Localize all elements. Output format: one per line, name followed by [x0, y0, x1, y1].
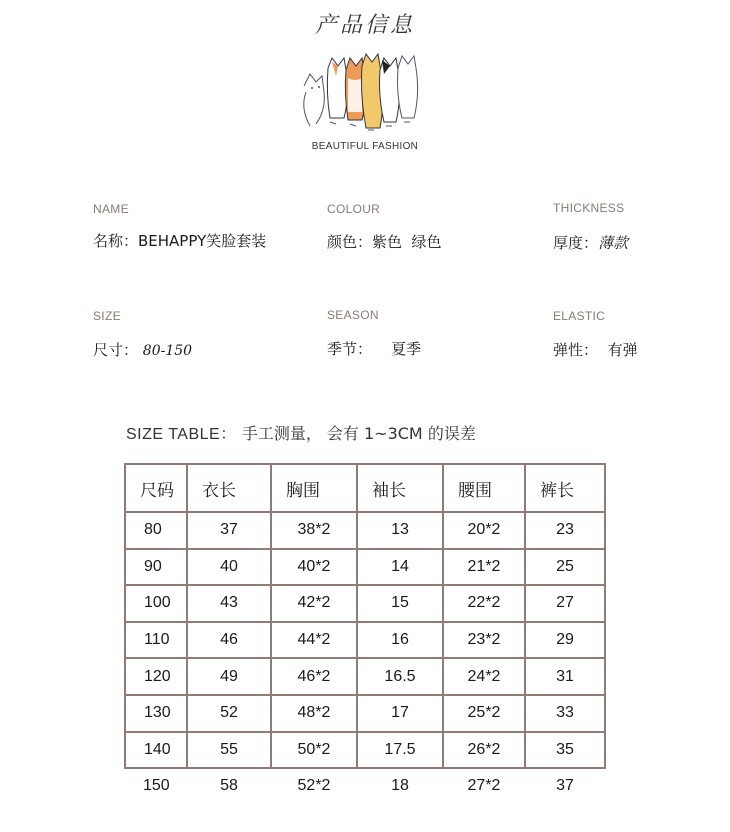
size-range: 80-150 [142, 343, 193, 359]
colour-value: 颜色：紫色 绿色 [327, 233, 442, 251]
cell-pants: 33 [525, 695, 605, 732]
cell-chest: 48*2 [271, 695, 357, 732]
cell-pants: 23 [525, 512, 605, 549]
cell-sleeve: 16 [357, 622, 443, 659]
size-table [124, 463, 606, 803]
cell-sleeve: 14 [357, 549, 443, 586]
cell-pants: 27 [525, 585, 605, 622]
size-key: 尺寸： [93, 341, 139, 359]
cell-length: 49 [187, 658, 271, 695]
cell-sleeve: 18 [391, 777, 409, 795]
cell-pants: 31 [525, 658, 605, 695]
cell-pants: 37 [556, 777, 574, 795]
cell-waist: 26*2 [443, 732, 525, 769]
cell-pants: 29 [525, 622, 605, 659]
size-value [93, 339, 192, 360]
season-key: 季节： [327, 340, 373, 358]
season-value [327, 338, 421, 359]
size-table-title-cn: 手工测量， 会有 1~3CM 的误差 [236, 424, 476, 443]
cell-chest: 46*2 [271, 658, 357, 695]
cell-length: 52 [187, 695, 271, 732]
cell-chest: 44*2 [271, 622, 357, 659]
size-label: SIZE [93, 309, 121, 323]
page-title: 产品信息 [314, 13, 415, 38]
table-row [125, 658, 605, 695]
cell-length: 43 [187, 585, 271, 622]
cell-sleeve: 13 [357, 512, 443, 549]
cell-size: 140 [125, 732, 187, 769]
cell-length: 55 [187, 732, 271, 769]
cell-waist: 23*2 [443, 622, 525, 659]
cell-sleeve: 16.5 [357, 658, 443, 695]
cell-size: 150 [143, 777, 170, 795]
brand-name: BEAUTIFUL FASHION [311, 141, 419, 152]
cell-waist: 22*2 [443, 585, 525, 622]
cell-sleeve: 17 [357, 695, 443, 732]
elastic-key: 弹性： [553, 341, 599, 359]
table-row [125, 585, 605, 622]
table-row [125, 549, 605, 586]
cell-length: 46 [187, 622, 271, 659]
table-row [125, 622, 605, 659]
cell-chest: 52*2 [297, 777, 331, 795]
season-text: 夏季 [391, 340, 422, 358]
cell-size: 110 [125, 622, 187, 659]
cell-size: 90 [125, 549, 187, 586]
cell-chest: 50*2 [271, 732, 357, 769]
table-row [125, 695, 605, 732]
cell-size: 100 [125, 585, 187, 622]
size-table-title [126, 421, 476, 444]
thickness-key: 厚度： [553, 234, 599, 252]
cell-size: 80 [125, 512, 187, 549]
cats-logo-icon [296, 52, 426, 134]
header-pants: 裤长 [525, 464, 605, 512]
cell-waist: 25*2 [443, 695, 525, 732]
cell-pants: 35 [525, 732, 605, 769]
thickness-value [553, 232, 628, 253]
table-row [125, 512, 605, 549]
cell-chest: 42*2 [271, 585, 357, 622]
elastic-label: ELASTIC [553, 309, 606, 323]
elastic-text: 有弹 [607, 341, 638, 359]
size-table-title-en: SIZE TABLE： [126, 426, 237, 443]
cell-sleeve: 17.5 [357, 732, 443, 769]
elastic-value [553, 339, 638, 360]
thickness-label: THICKNESS [553, 201, 625, 215]
cell-size: 120 [125, 658, 187, 695]
thickness-text: 薄款 [598, 234, 629, 252]
cell-size: 130 [125, 695, 187, 732]
table-row [125, 768, 605, 803]
name-label: NAME [93, 202, 129, 216]
cell-waist: 27*2 [467, 777, 501, 795]
name-value-text: 名称：BEHAPPY笑脸套装 [93, 232, 267, 250]
cell-length: 37 [187, 512, 271, 549]
cell-length: 40 [187, 549, 271, 586]
header-length: 衣长 [187, 464, 271, 512]
size-table-header-row [125, 464, 605, 512]
season-label: SEASON [327, 308, 379, 322]
cell-waist: 24*2 [443, 658, 525, 695]
cell-chest: 38*2 [271, 512, 357, 549]
cell-length: 58 [220, 777, 238, 795]
cell-waist: 21*2 [443, 549, 525, 586]
colour-label: COLOUR [327, 202, 381, 216]
header-size: 尺码 [125, 464, 187, 512]
header-waist: 腰围 [443, 464, 525, 512]
cell-chest: 40*2 [271, 549, 357, 586]
name-value [93, 230, 266, 251]
cell-waist: 20*2 [443, 512, 525, 549]
header-sleeve: 袖长 [357, 464, 443, 512]
table-row [125, 732, 605, 769]
header-chest: 胸围 [271, 464, 357, 512]
cell-sleeve: 15 [357, 585, 443, 622]
cell-pants: 25 [525, 549, 605, 586]
